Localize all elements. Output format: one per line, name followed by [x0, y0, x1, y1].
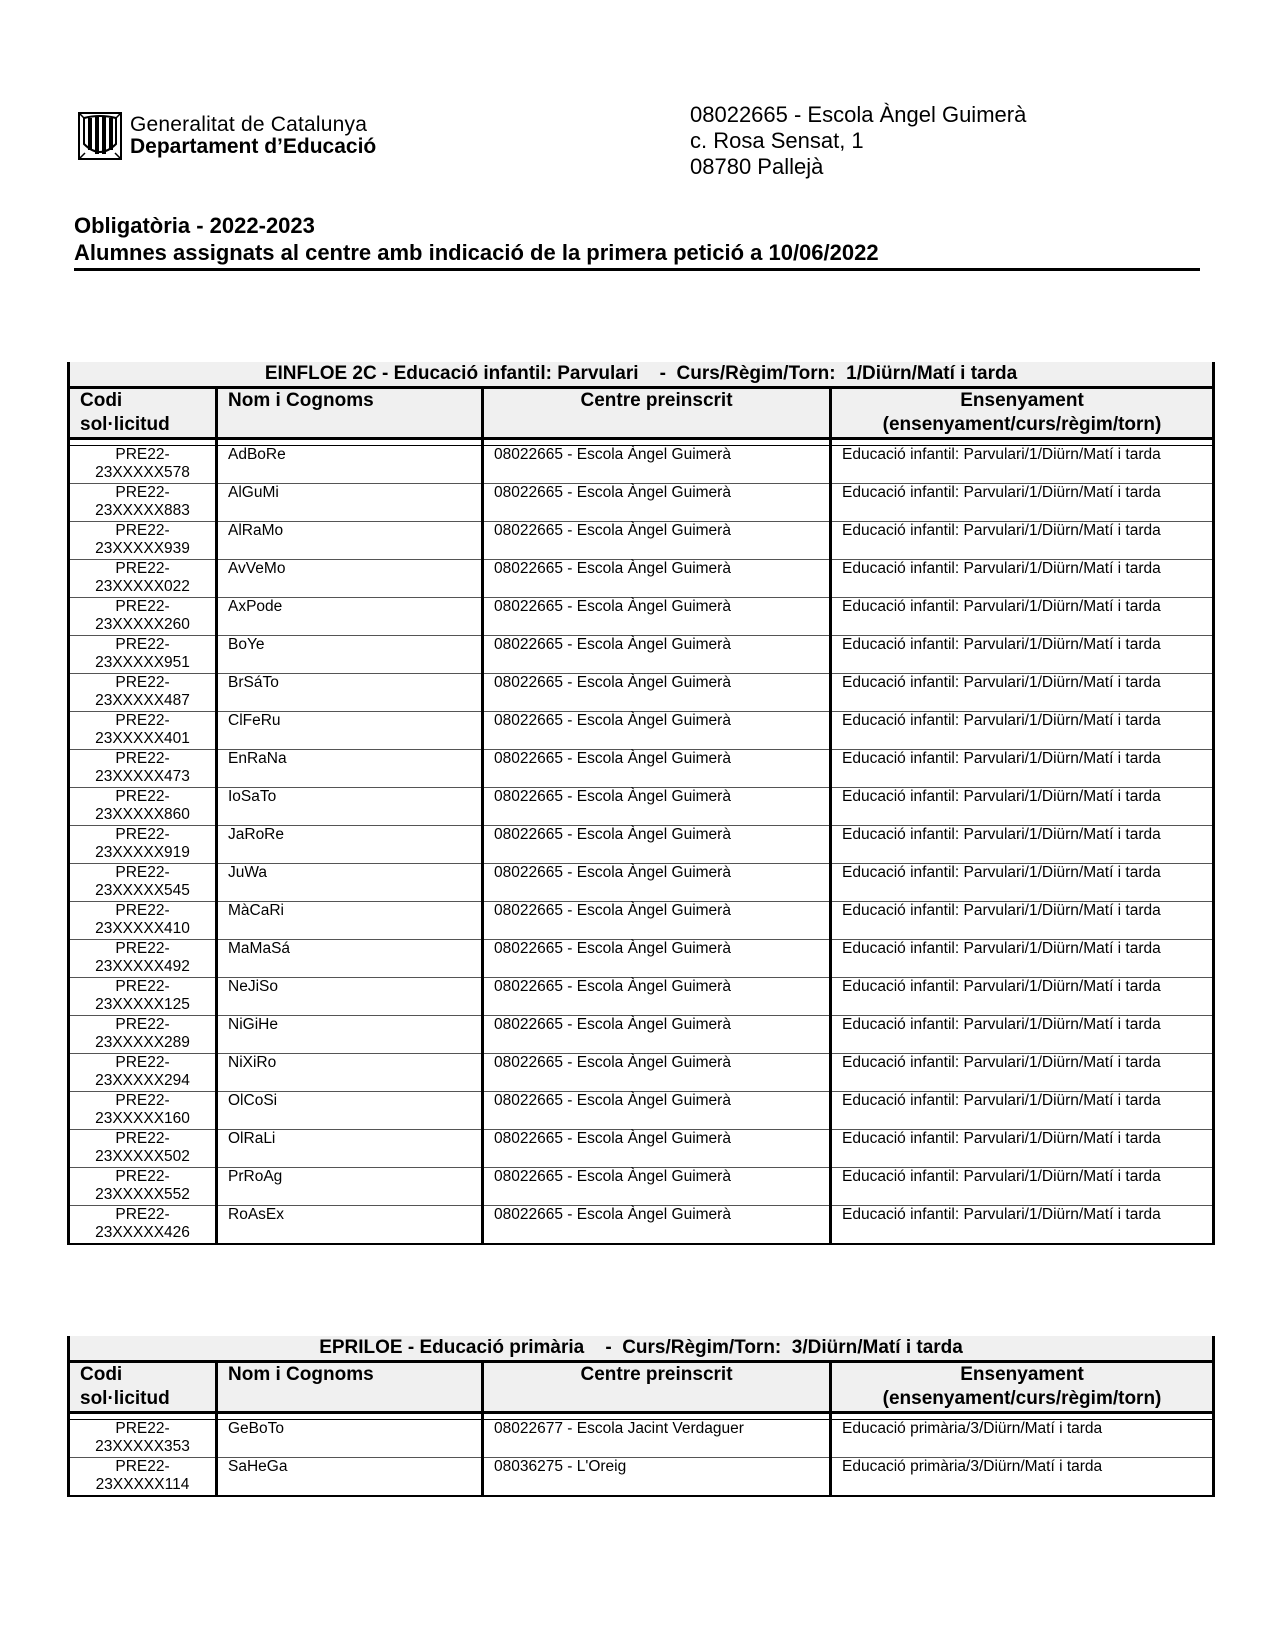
table-row — [69, 712, 1214, 750]
student-name: IoSaTo — [217, 788, 483, 826]
student-name: AlRaMo — [217, 522, 483, 560]
student-name: OlRaLi — [217, 1130, 483, 1168]
group-title: EINFLOE 2C - Educació infantil: Parvulari - Curs/Règim/Torn: 1/Diürn/Matí i tarda — [69, 362, 1214, 388]
column-header-centre: Centre preinscrit — [483, 388, 831, 439]
ensenyament: Educació infantil: Parvulari/1/Diürn/Matí i tarda — [831, 598, 1214, 636]
preinscribed-centre: 08022665 - Escola Àngel Guimerà — [483, 522, 831, 560]
ensenyament: Educació infantil: Parvulari/1/Diürn/Matí i tarda — [831, 750, 1214, 788]
student-name: NeJiSo — [217, 978, 483, 1016]
table-row — [69, 826, 1214, 864]
request-code: PRE22- 23XXXXX426 — [69, 1206, 217, 1245]
preinscribed-centre: 08022665 - Escola Àngel Guimerà — [483, 978, 831, 1016]
school-street: c. Rosa Sensat, 1 — [690, 128, 864, 153]
school-address — [690, 102, 1026, 180]
document-title: Obligatòria - 2022-2023 — [74, 213, 315, 238]
ensenyament: Educació infantil: Parvulari/1/Diürn/Matí i tarda — [831, 1130, 1214, 1168]
preinscribed-centre: 08022665 - Escola Àngel Guimerà — [483, 1016, 831, 1054]
preinscribed-centre: 08022665 - Escola Àngel Guimerà — [483, 1054, 831, 1092]
request-code: PRE22- 23XXXXX492 — [69, 940, 217, 978]
request-code: PRE22- 23XXXXX939 — [69, 522, 217, 560]
ensenyament: Educació infantil: Parvulari/1/Diürn/Matí i tarda — [831, 826, 1214, 864]
students-table-primaria — [67, 1336, 1215, 1497]
students-table-infantil — [67, 362, 1215, 1245]
request-code: PRE22- 23XXXXX545 — [69, 864, 217, 902]
ensenyament: Educació infantil: Parvulari/1/Diürn/Matí i tarda — [831, 636, 1214, 674]
ensenyament: Educació infantil: Parvulari/1/Diürn/Matí i tarda — [831, 1206, 1214, 1245]
student-name: RoAsEx — [217, 1206, 483, 1245]
student-name: AlGuMi — [217, 484, 483, 522]
ensenyament: Educació primària/3/Diürn/Matí i tarda — [831, 1420, 1214, 1458]
logo-line-2: Departament d’Educació — [130, 135, 377, 158]
student-name: GeBoTo — [217, 1420, 483, 1458]
table-row — [69, 902, 1214, 940]
request-code: PRE22- 23XXXXX289 — [69, 1016, 217, 1054]
request-code: PRE22- 23XXXXX353 — [69, 1420, 217, 1458]
column-header-name: Nom i Cognoms — [217, 1362, 483, 1413]
student-name: BrSáTo — [217, 674, 483, 712]
column-header-code: Codi sol·licitud — [69, 1362, 217, 1413]
preinscribed-centre: 08022665 - Escola Àngel Guimerà — [483, 1130, 831, 1168]
ensenyament: Educació primària/3/Diürn/Matí i tarda — [831, 1458, 1214, 1497]
student-name: MaMaSá — [217, 940, 483, 978]
table-row — [69, 1092, 1214, 1130]
table-row — [69, 560, 1214, 598]
preinscribed-centre: 08022665 - Escola Àngel Guimerà — [483, 560, 831, 598]
student-name: MàCaRi — [217, 902, 483, 940]
student-name: ClFeRu — [217, 712, 483, 750]
table-row — [69, 1168, 1214, 1206]
request-code: PRE22- 23XXXXX260 — [69, 598, 217, 636]
table-row — [69, 598, 1214, 636]
student-name: EnRaNa — [217, 750, 483, 788]
ensenyament: Educació infantil: Parvulari/1/Diürn/Matí i tarda — [831, 902, 1214, 940]
table-row — [69, 674, 1214, 712]
ensenyament: Educació infantil: Parvulari/1/Diürn/Matí i tarda — [831, 788, 1214, 826]
request-code: PRE22- 23XXXXX125 — [69, 978, 217, 1016]
request-code: PRE22- 23XXXXX951 — [69, 636, 217, 674]
student-name: NiGiHe — [217, 1016, 483, 1054]
table-row — [69, 1420, 1214, 1458]
student-name: AvVeMo — [217, 560, 483, 598]
request-code: PRE22- 23XXXXX487 — [69, 674, 217, 712]
column-header-ensenyament: Ensenyament (ensenyament/curs/règim/torn) — [831, 388, 1214, 439]
ensenyament: Educació infantil: Parvulari/1/Diürn/Matí i tarda — [831, 940, 1214, 978]
table-row — [69, 636, 1214, 674]
preinscribed-centre: 08022665 - Escola Àngel Guimerà — [483, 826, 831, 864]
request-code: PRE22- 23XXXXX114 — [69, 1458, 217, 1497]
request-code: PRE22- 23XXXXX502 — [69, 1130, 217, 1168]
preinscribed-centre: 08022665 - Escola Àngel Guimerà — [483, 712, 831, 750]
request-code: PRE22- 23XXXXX552 — [69, 1168, 217, 1206]
generalitat-coat-of-arms-icon — [78, 112, 122, 160]
ensenyament: Educació infantil: Parvulari/1/Diürn/Matí i tarda — [831, 484, 1214, 522]
column-header-ensenyament: Ensenyament (ensenyament/curs/règim/torn) — [831, 1362, 1214, 1413]
request-code: PRE22- 23XXXXX473 — [69, 750, 217, 788]
ensenyament: Educació infantil: Parvulari/1/Diürn/Matí i tarda — [831, 864, 1214, 902]
student-name: AdBoRe — [217, 446, 483, 484]
table-row — [69, 1458, 1214, 1497]
table-row — [69, 1016, 1214, 1054]
school-city: 08780 Pallejà — [690, 154, 824, 179]
column-header-name: Nom i Cognoms — [217, 388, 483, 439]
preinscribed-centre: 08022665 - Escola Àngel Guimerà — [483, 446, 831, 484]
preinscribed-centre: 08022665 - Escola Àngel Guimerà — [483, 1092, 831, 1130]
ensenyament: Educació infantil: Parvulari/1/Diürn/Matí i tarda — [831, 560, 1214, 598]
table-row — [69, 446, 1214, 484]
preinscribed-centre: 08022665 - Escola Àngel Guimerà — [483, 1168, 831, 1206]
request-code: PRE22- 23XXXXX919 — [69, 826, 217, 864]
request-code: PRE22- 23XXXXX578 — [69, 446, 217, 484]
request-code: PRE22- 23XXXXX401 — [69, 712, 217, 750]
document-title-block — [74, 212, 1200, 271]
school-name: 08022665 - Escola Àngel Guimerà — [690, 102, 1027, 127]
table-row — [69, 940, 1214, 978]
student-name: BoYe — [217, 636, 483, 674]
ensenyament: Educació infantil: Parvulari/1/Diürn/Matí i tarda — [831, 712, 1214, 750]
ensenyament: Educació infantil: Parvulari/1/Diürn/Matí i tarda — [831, 1054, 1214, 1092]
table-row — [69, 1206, 1214, 1245]
request-code: PRE22- 23XXXXX022 — [69, 560, 217, 598]
student-name: PrRoAg — [217, 1168, 483, 1206]
table-row — [69, 484, 1214, 522]
student-name: OlCoSi — [217, 1092, 483, 1130]
table-row — [69, 978, 1214, 1016]
logo-line-1: Generalitat de Catalunya — [130, 113, 368, 136]
ensenyament: Educació infantil: Parvulari/1/Diürn/Matí i tarda — [831, 522, 1214, 560]
preinscribed-centre: 08022677 - Escola Jacint Verdaguer — [483, 1420, 831, 1458]
table-row — [69, 1054, 1214, 1092]
column-header-centre: Centre preinscrit — [483, 1362, 831, 1413]
document-subtitle: Alumnes assignats al centre amb indicació de la primera petició a 10/06/2022 — [74, 240, 879, 265]
group-title: EPRILOE - Educació primària - Curs/Règim/Torn: 3/Diürn/Matí i tarda — [69, 1336, 1214, 1362]
student-name: NiXiRo — [217, 1054, 483, 1092]
request-code: PRE22- 23XXXXX294 — [69, 1054, 217, 1092]
preinscribed-centre: 08022665 - Escola Àngel Guimerà — [483, 598, 831, 636]
table-row — [69, 522, 1214, 560]
preinscribed-centre: 08022665 - Escola Àngel Guimerà — [483, 788, 831, 826]
preinscribed-centre: 08022665 - Escola Àngel Guimerà — [483, 940, 831, 978]
ensenyament: Educació infantil: Parvulari/1/Diürn/Matí i tarda — [831, 1168, 1214, 1206]
student-name: JuWa — [217, 864, 483, 902]
preinscribed-centre: 08022665 - Escola Àngel Guimerà — [483, 674, 831, 712]
ensenyament: Educació infantil: Parvulari/1/Diürn/Matí i tarda — [831, 1092, 1214, 1130]
preinscribed-centre: 08022665 - Escola Àngel Guimerà — [483, 902, 831, 940]
student-name: AxPode — [217, 598, 483, 636]
column-header-code: Codi sol·licitud — [69, 388, 217, 439]
ensenyament: Educació infantil: Parvulari/1/Diürn/Matí i tarda — [831, 674, 1214, 712]
ensenyament: Educació infantil: Parvulari/1/Diürn/Matí i tarda — [831, 446, 1214, 484]
preinscribed-centre: 08022665 - Escola Àngel Guimerà — [483, 864, 831, 902]
student-name: SaHeGa — [217, 1458, 483, 1497]
ensenyament: Educació infantil: Parvulari/1/Diürn/Matí i tarda — [831, 978, 1214, 1016]
table-row — [69, 750, 1214, 788]
preinscribed-centre: 08022665 - Escola Àngel Guimerà — [483, 636, 831, 674]
request-code: PRE22- 23XXXXX860 — [69, 788, 217, 826]
generalitat-logo — [78, 112, 376, 160]
request-code: PRE22- 23XXXXX410 — [69, 902, 217, 940]
request-code: PRE22- 23XXXXX883 — [69, 484, 217, 522]
table-row — [69, 788, 1214, 826]
student-name: JaRoRe — [217, 826, 483, 864]
preinscribed-centre: 08022665 - Escola Àngel Guimerà — [483, 484, 831, 522]
table-row — [69, 1130, 1214, 1168]
table-row — [69, 864, 1214, 902]
preinscribed-centre: 08022665 - Escola Àngel Guimerà — [483, 1206, 831, 1245]
preinscribed-centre: 08022665 - Escola Àngel Guimerà — [483, 750, 831, 788]
request-code: PRE22- 23XXXXX160 — [69, 1092, 217, 1130]
preinscribed-centre: 08036275 - L'Oreig — [483, 1458, 831, 1497]
ensenyament: Educació infantil: Parvulari/1/Diürn/Matí i tarda — [831, 1016, 1214, 1054]
